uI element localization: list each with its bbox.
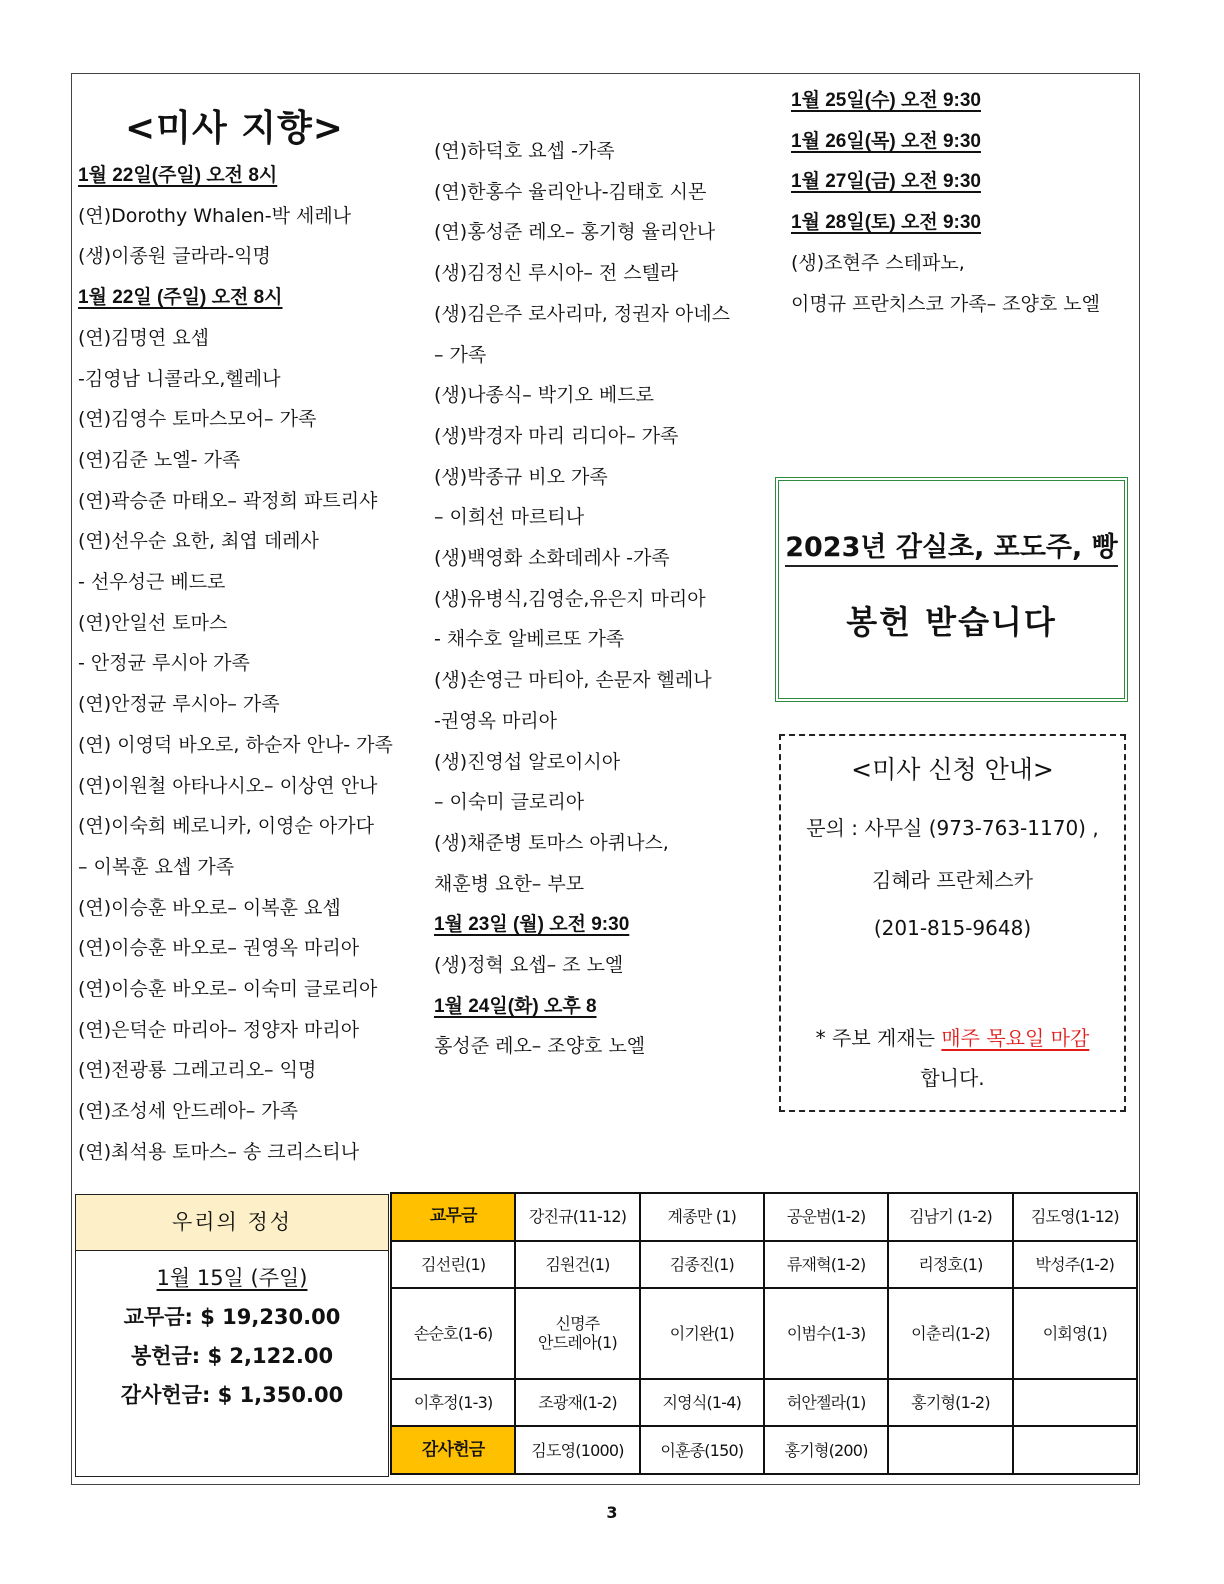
intention-line: (생)김은주 로사리마, 정권자 아네스 [434, 302, 730, 325]
intention-line: (연)Dorothy Whalen-박 세레나 [78, 204, 352, 227]
intention-line: (생)채준병 토마스 아퀴나스, [434, 831, 669, 854]
intention-line: (생)박종규 비오 가족 [434, 465, 608, 488]
category-label-cell: 감사헌금 [391, 1426, 515, 1474]
donor-cell [1013, 1379, 1137, 1427]
intention-line: (연)선우순 요한, 최엽 데레사 [78, 530, 319, 553]
offering-line: 교무금: $ 19,230.00 [123, 1305, 341, 1329]
intention-line: (생)나종식– 박기오 베드로 [434, 384, 654, 407]
mass-date-header: 1월 23일 (월) 오전 9:30 [434, 914, 630, 936]
intention-line: - 채수호 알베르또 가족 [434, 628, 625, 651]
intention-line: – 이숙미 글로리아 [434, 791, 585, 814]
donor-cell: 류재혁(1-2) [764, 1241, 888, 1289]
donor-table [390, 1192, 1138, 1475]
intention-line: - 안정균 루시아 가족 [78, 652, 250, 675]
intention-line: (생)김정신 루시아– 전 스텔라 [434, 262, 679, 285]
intention-line: (연)하덕호 요셉 -가족 [434, 140, 615, 162]
intention-line: -김영남 니콜라오,헬레나 [78, 367, 281, 390]
deadline-highlight: 매주 목요일 마감 [941, 1026, 1090, 1050]
intention-line: 이명규 프란치스코 가족– 조양호 노엘 [791, 292, 1100, 315]
offering-notice-box [775, 477, 1128, 702]
donor-cell: 신명주 안드레아(1) [515, 1288, 639, 1379]
offering-date: 1월 15일 (주일) [156, 1266, 308, 1290]
donor-cell: 김원건(1) [515, 1241, 639, 1289]
donor-row [391, 1379, 1137, 1427]
intention-line: (연)이승훈 바오로– 이복훈 요셉 [78, 896, 341, 919]
mass-date-header: 1월 27일(금) 오전 9:30 [791, 171, 981, 193]
notice-line-2: 봉헌 받습니다 [846, 603, 1057, 641]
donor-row [391, 1426, 1137, 1474]
intention-line: (연)최석용 토마스– 송 크리스티나 [78, 1140, 360, 1163]
intention-line: (생)이종원 글라라-익명 [78, 245, 271, 268]
intention-line: – 이희선 마르티나 [434, 506, 585, 529]
intention-line: (생)유병식,김영순,유은지 마리아 [434, 587, 706, 610]
intention-line: 채훈병 요한– 부모 [434, 872, 585, 895]
donor-cell: 조광재(1-2) [515, 1379, 639, 1427]
donor-cell: 김남기 (1-2) [888, 1193, 1012, 1241]
donor-cell: 이후정(1-3) [391, 1379, 515, 1427]
intention-line: (생)진영섭 알로이시아 [434, 750, 621, 773]
intention-line: (연)김명연 요셉 [78, 326, 209, 349]
page-number: 3 [606, 1503, 618, 1522]
deadline-line [781, 1022, 1124, 1051]
offering-header: 우리의 정성 [76, 1195, 388, 1251]
category-label-cell: 교무금 [391, 1193, 515, 1241]
mass-date-header: 1월 22일 (주일) 오전 8시 [78, 287, 283, 309]
intention-line: (연)곽승준 마태오– 곽정희 파트리샤 [78, 489, 378, 512]
contact-phone: (201-815-9648) [873, 916, 1032, 940]
donor-cell: 홍기형(1-2) [888, 1379, 1012, 1427]
donor-cell: 허안젤라(1) [764, 1379, 888, 1427]
donor-cell: 이춘리(1-2) [888, 1288, 1012, 1379]
intention-line: (연)전광룡 그레고리오– 익명 [78, 1059, 317, 1082]
intention-line: (연)김준 노엘- 가족 [78, 448, 241, 471]
intention-line: (연) 이영덕 바오로, 하순자 안나- 가족 [78, 733, 393, 756]
donor-cell: 계종만 (1) [640, 1193, 764, 1241]
offering-summary-box [75, 1194, 389, 1477]
intention-line: (연)은덕순 마리아– 정양자 마리아 [78, 1018, 360, 1041]
donor-row [391, 1193, 1137, 1241]
intention-line: (연)김영수 토마스모어– 가족 [78, 408, 317, 431]
donor-cell: 이회영(1) [1013, 1288, 1137, 1379]
donor-cell: 손순호(1-6) [391, 1288, 515, 1379]
offering-line: 봉헌금: $ 2,122.00 [130, 1344, 334, 1368]
donor-cell: 홍기형(200) [764, 1426, 888, 1474]
donor-cell: 김선린(1) [391, 1241, 515, 1289]
mass-request-box [779, 734, 1126, 1112]
donor-cell [1013, 1426, 1137, 1474]
donor-row [391, 1288, 1137, 1379]
intention-line: (연)조성세 안드레아– 가족 [78, 1100, 298, 1123]
intention-line: -권영옥 마리아 [434, 709, 558, 732]
donor-cell: 공운범(1-2) [764, 1193, 888, 1241]
intention-line: (연)안일선 토마스 [78, 611, 228, 634]
intention-line: (연)안정균 루시아– 가족 [78, 693, 280, 716]
intention-line: (연)이승훈 바오로– 권영옥 마리아 [78, 937, 360, 960]
intention-line: - 선우성근 베드로 [78, 571, 226, 593]
mass-date-header: 1월 24일(화) 오후 8 [434, 995, 597, 1017]
donor-cell: 박성주(1-2) [1013, 1241, 1137, 1289]
donor-cell [888, 1426, 1012, 1474]
intention-line: (생)손영근 마티아, 손문자 헬레나 [434, 669, 712, 692]
contact-name: 김혜라 프란체스카 [872, 868, 1033, 892]
intention-line: (연)이숙희 베로니카, 이영순 아가다 [78, 815, 374, 838]
donor-row [391, 1241, 1137, 1289]
intention-line: (생)박경자 마리 리디아– 가족 [434, 424, 679, 447]
mass-date-header: 1월 28일(토) 오전 9:30 [791, 212, 981, 234]
deadline-suffix: 합니다. [920, 1066, 985, 1090]
deadline-prefix: * 주보 게재는 [815, 1026, 935, 1050]
intention-line: 홍성준 레오– 조양호 노엘 [434, 1035, 646, 1058]
mass-request-title: <미사 신청 안내> [851, 755, 1054, 784]
offering-line: 감사헌금: $ 1,350.00 [120, 1383, 344, 1407]
donor-cell: 이범수(1-3) [764, 1288, 888, 1379]
intention-line: (연)한홍수 율리안나-김태호 시몬 [434, 180, 707, 203]
intention-line: (연)이승훈 바오로– 이숙미 글로리아 [78, 978, 378, 1000]
intention-line: (생)정혁 요셉– 조 노엘 [434, 954, 624, 976]
donor-cell: 지영식(1-4) [640, 1379, 764, 1427]
intention-line: (생)백영화 소화데레사 -가족 [434, 547, 670, 569]
notice-line-1: 2023년 감실초, 포도주, 빵 [785, 532, 1118, 567]
intention-line: (연)이원철 아타나시오– 이상연 안나 [78, 774, 378, 797]
contact-line: 문의 : 사무실 (973-763-1170) , [806, 816, 1099, 840]
donor-cell: 강진규(11-12) [515, 1193, 639, 1241]
donor-cell: 이기완(1) [640, 1288, 764, 1379]
page-title: <미사 지향> [125, 108, 344, 149]
mass-date-header: 1월 26일(목) 오전 9:30 [791, 130, 981, 152]
intention-line: – 가족 [434, 343, 487, 366]
intention-line: (생)조현주 스테파노, [791, 251, 965, 274]
intention-line: – 이복훈 요셉 가족 [78, 855, 235, 878]
donor-cell: 김도영(1-12) [1013, 1193, 1137, 1241]
intention-line: (연)홍성준 레오– 홍기형 율리안나 [434, 221, 716, 244]
donor-cell: 김종진(1) [640, 1241, 764, 1289]
donor-cell: 이훈종(150) [640, 1426, 764, 1474]
mass-date-header: 1월 22일(주일) 오전 8시 [78, 165, 278, 186]
donor-cell: 리정호(1) [888, 1241, 1012, 1289]
mass-date-header: 1월 25일(수) 오전 9:30 [791, 90, 981, 111]
donor-cell: 김도영(1000) [515, 1426, 639, 1474]
